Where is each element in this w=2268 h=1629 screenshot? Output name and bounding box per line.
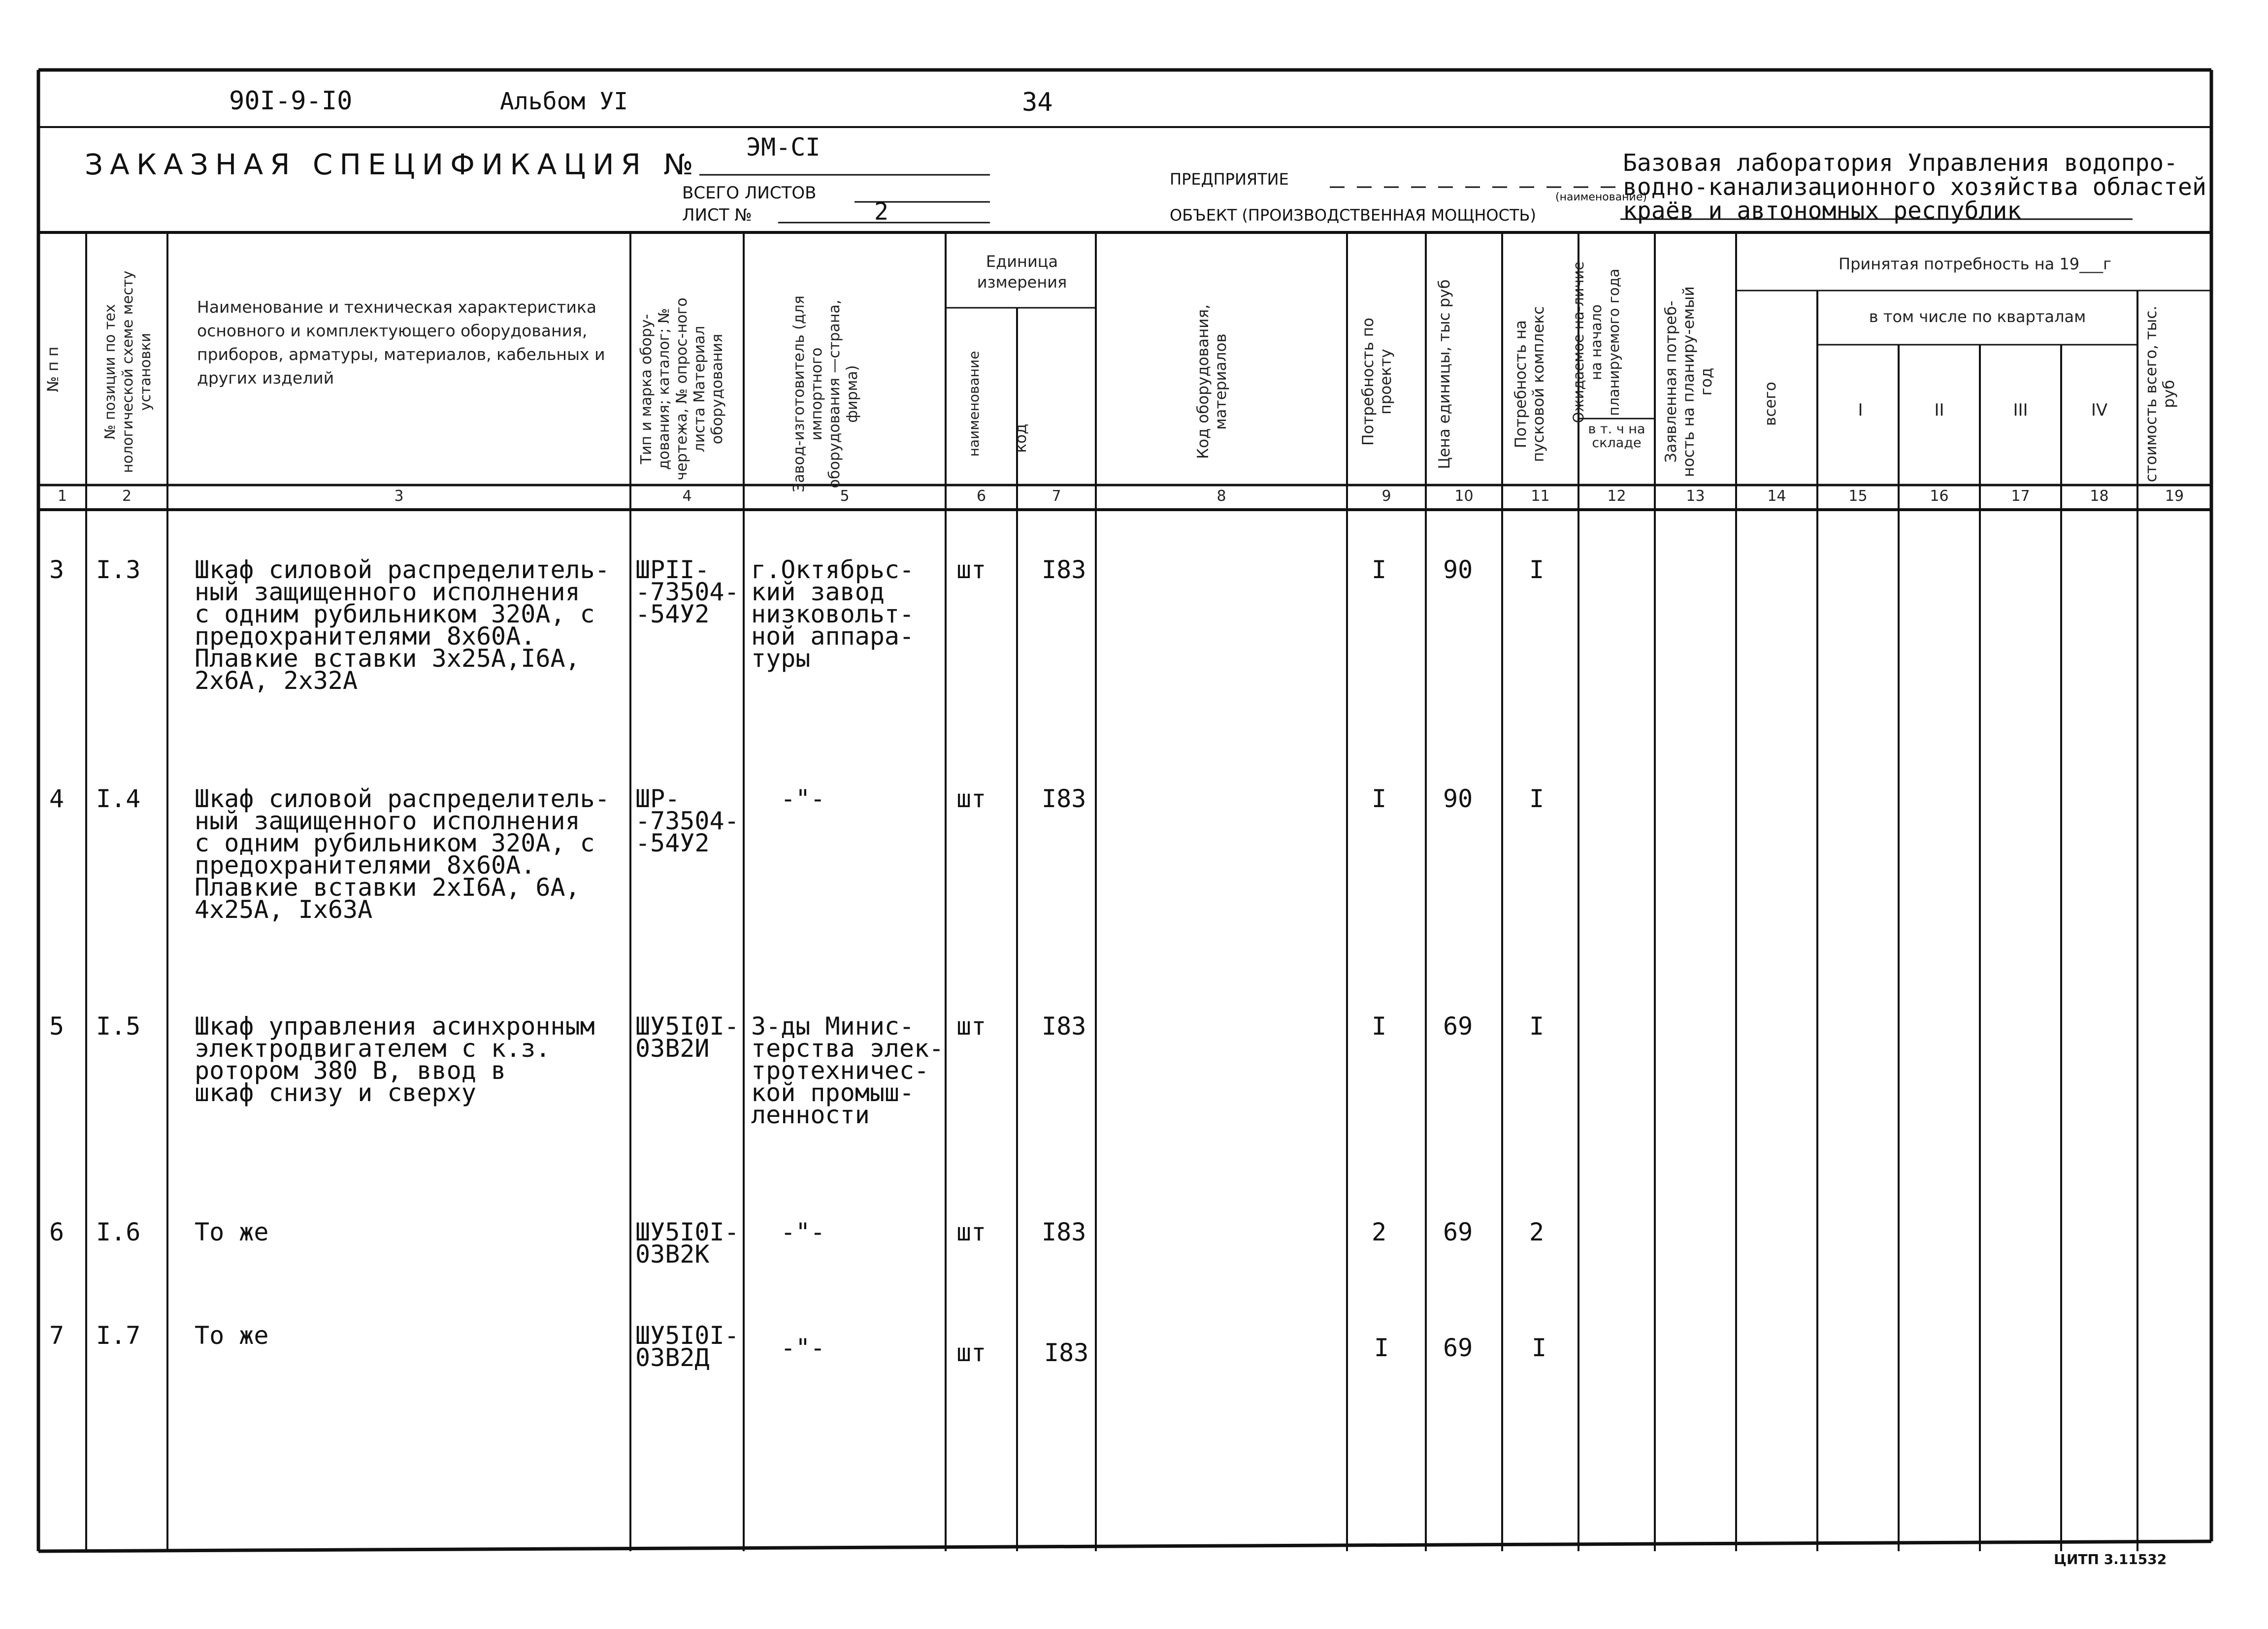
row-start-complex: I xyxy=(1529,1012,1545,1041)
row-price: 90 xyxy=(1443,555,1473,584)
col-number: 8 xyxy=(1216,488,1226,505)
row-position: I.3 xyxy=(96,555,141,584)
col-header-maker: Завод-изготовитель (для импортного оборудования —страна, фирма) xyxy=(790,295,861,492)
col-header-cost: стоимость всего, тыс. руб xyxy=(2142,305,2178,483)
row-type: ШРII- -73504- -54У2 xyxy=(635,555,739,628)
row-number: 5 xyxy=(49,1012,65,1041)
col-number: 6 xyxy=(976,488,986,505)
row-unit-code: I83 xyxy=(1042,784,1086,813)
col-header-name: Наименование и техническая характеристика основного и комплектующего оборудования, приборов, арматуры, материалов, кабельных и других изделий xyxy=(197,297,605,388)
col-header-total: всего xyxy=(1762,382,1779,426)
row-unit-code: I83 xyxy=(1042,1218,1086,1246)
row-price: 69 xyxy=(1443,1012,1473,1041)
row-number: 3 xyxy=(49,555,65,584)
col-header-equipment-code: Код оборудования, материалов xyxy=(1194,304,1230,459)
row-price: 90 xyxy=(1443,784,1473,813)
col-number: 15 xyxy=(1848,488,1868,505)
col-header-q3: III xyxy=(2013,400,2028,420)
col-number: 11 xyxy=(1531,488,1550,505)
col-number: 9 xyxy=(1381,488,1391,505)
row-need: I xyxy=(1374,1334,1389,1362)
col-number: 3 xyxy=(394,488,404,505)
row-unit: шт xyxy=(956,1012,986,1041)
col-header-q2: II xyxy=(1934,400,1944,420)
col-number: 14 xyxy=(1767,488,1786,505)
col-header-unit-code: код xyxy=(1012,424,1030,453)
object-label: ОБЪЕКТ (ПРОИЗВОДСТВЕННАЯ МОЩНОСТЬ) xyxy=(1170,206,1536,225)
row-need: I xyxy=(1372,784,1387,813)
page-title: ЗАКАЗНАЯ СПЕЦИФИКАЦИЯ № xyxy=(85,148,700,181)
col-number: 17 xyxy=(2011,488,2030,505)
row-name: Шкаф силовой распределитель- ный защищенного исполнения с одним рубильником 320А, с предохранителями 8х60А. Плавкие вставки 3х25А,I6А, 2х6А, 2х32А xyxy=(195,555,610,695)
col-header-q4: IV xyxy=(2091,400,2108,420)
row-name: То же xyxy=(195,1321,269,1350)
col-header-declared: Заявленная потреб-ность на планиру-емый год xyxy=(1662,286,1715,477)
col-header-position: № позиции по тех нологической схеме месту установки xyxy=(101,270,154,473)
col-number: 16 xyxy=(1930,488,1949,505)
col-header-expected: Ожидаемое на-личие на начало планируемого года xyxy=(1570,261,1622,424)
col-number: 4 xyxy=(682,488,692,505)
row-type: ШУ5I0I- 03В2И xyxy=(635,1012,739,1063)
enterprise-line-3: краёв и автономных республик xyxy=(1623,197,2022,225)
print-stamp: ЦИТП 3.11532 xyxy=(2054,1551,2167,1567)
col-header-accepted-group: Принятая потребность на 19___г xyxy=(1839,255,2111,273)
row-number: 6 xyxy=(49,1218,65,1246)
col-number: 5 xyxy=(840,488,850,505)
col-number: 7 xyxy=(1052,488,1061,505)
col-header-need-project: Потребность по проекту xyxy=(1359,318,1395,446)
row-unit: шт xyxy=(956,1338,986,1367)
row-unit: шт xyxy=(956,1218,986,1246)
col-number: 12 xyxy=(1607,488,1626,505)
col-header-unit-price: Цена единицы, тыс руб xyxy=(1436,279,1453,469)
row-maker: -"- xyxy=(781,1334,825,1362)
row-position: I.5 xyxy=(96,1012,141,1041)
col-header-start-complex: Потребность на пусковой комплекс xyxy=(1512,306,1547,462)
col-header-in-stock: в т. ч на складе xyxy=(1588,422,1645,451)
row-maker: г.Октябрьс- кий завод низковольт- ной аппара- туры xyxy=(751,555,915,673)
sheet-label: ЛИСТ № xyxy=(682,205,752,225)
row-start-complex: I xyxy=(1532,1334,1547,1362)
row-need: 2 xyxy=(1372,1218,1387,1246)
col-header-unit-name: наименование xyxy=(966,351,982,457)
row-type: ШУ5I0I- 03В2Д xyxy=(635,1321,739,1372)
row-position: I.4 xyxy=(96,784,141,813)
row-number: 7 xyxy=(49,1321,65,1350)
row-price: 69 xyxy=(1443,1334,1473,1362)
row-number: 4 xyxy=(49,784,65,813)
total-sheets-label: ВСЕГО ЛИСТОВ xyxy=(682,183,817,203)
row-maker: -"- xyxy=(781,784,825,813)
row-unit-code: I83 xyxy=(1042,555,1086,584)
naming-hint: (наименование) xyxy=(1555,191,1647,203)
row-unit-code: I83 xyxy=(1044,1338,1089,1367)
col-header-row-no: № п п xyxy=(44,346,62,392)
row-name: Шкаф управления асинхронным электродвигателем с к.з. ротором 380 В, ввод в шкаф снизу и сверху xyxy=(195,1012,595,1107)
row-type: ШР- -73504- -54У2 xyxy=(635,784,739,857)
col-number: 1 xyxy=(57,488,67,505)
row-start-complex: I xyxy=(1529,784,1545,813)
enterprise-line-1: Базовая лаборатория Управления водопро- xyxy=(1623,149,2178,177)
row-unit: шт xyxy=(956,784,986,813)
row-name: То же xyxy=(195,1218,269,1246)
row-unit: шт xyxy=(956,555,986,584)
col-header-quarters-group: в том числе по кварталам xyxy=(1869,307,2086,326)
document-code: 90I-9-I0 xyxy=(229,86,353,116)
row-price: 69 xyxy=(1443,1218,1473,1246)
row-need: I xyxy=(1372,555,1387,584)
row-name: Шкаф силовой распределитель- ный защищенного исполнения с одним рубильником 320А, с предохранителями 8х60А. Плавкие вставки 2хI6А, 6А, 4х25А, Iх63А xyxy=(195,784,610,924)
col-number: 10 xyxy=(1454,488,1474,505)
sheet-number: 2 xyxy=(874,198,888,226)
col-header-q1: I xyxy=(1858,400,1863,420)
row-unit-code: I83 xyxy=(1042,1012,1086,1041)
row-position: I.6 xyxy=(96,1218,141,1246)
row-need: I xyxy=(1372,1012,1387,1041)
page-number: 34 xyxy=(1022,88,1053,117)
col-number: 2 xyxy=(122,488,132,505)
col-header-type: Тип и марка обору-дования; каталог; № чертежа, № опрос-ного листа Материал оборудования xyxy=(638,297,726,481)
spec-number: ЭМ-СI xyxy=(746,133,821,162)
col-number: 13 xyxy=(1686,488,1705,505)
row-position: I.7 xyxy=(96,1321,141,1350)
row-maker: З-ды Минис- терства элек- тротехничес- кой промыш- ленности xyxy=(751,1012,944,1129)
row-start-complex: 2 xyxy=(1529,1218,1545,1246)
col-number: 18 xyxy=(2090,488,2109,505)
col-number: 19 xyxy=(2165,488,2184,505)
enterprise-line-2: водно-канализационного хозяйства областей xyxy=(1623,173,2206,201)
row-maker: -"- xyxy=(781,1218,825,1246)
row-type: ШУ5I0I- 03В2К xyxy=(635,1218,739,1269)
album-label: Альбом УI xyxy=(500,88,628,115)
row-start-complex: I xyxy=(1529,555,1545,584)
col-header-unit-group: Единица измерения xyxy=(977,252,1067,292)
enterprise-label: ПРЕДПРИЯТИЕ xyxy=(1170,170,1289,189)
